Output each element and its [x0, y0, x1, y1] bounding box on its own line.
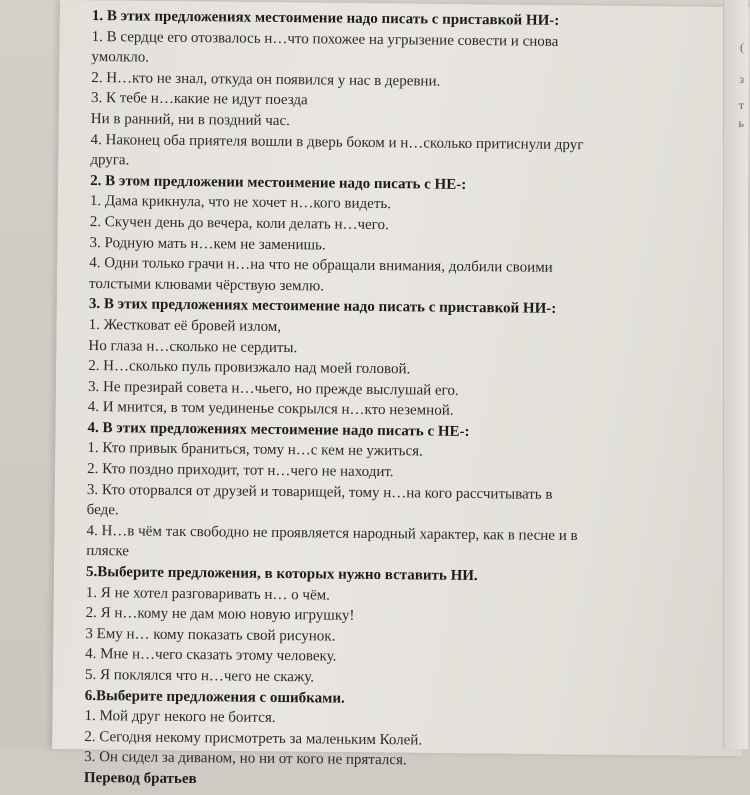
sentence-line: 1. Я не хотел разговаривать н… о чём.	[85, 584, 331, 604]
sentence-line: 1. Дама крикнула, что не хочет н…кого видеть.	[89, 193, 392, 213]
sentence-line: 2. Н…кто не знал, откуда он появился у нас в деревни.	[91, 69, 441, 90]
sentence-line: 3. Родную мать н…кем не заменишь.	[89, 234, 326, 253]
sentence-line: 4. Н…в чём так свободно не проявляется народный характер, как в песне и в	[86, 522, 578, 544]
sentence-line: толстыми клювами чёрствую землю.	[89, 275, 325, 295]
sentence-line: 3. Не презирай совета н…чьего, но прежде выслушай его.	[87, 378, 459, 399]
sentence-line: 2. Н…сколько пуль провизжало над моей головой.	[88, 358, 411, 378]
task-heading: 4. В этих предложениях местоимение надо писать с НЕ-:	[87, 419, 470, 440]
sentence-line: 4. И мнится, в том уединенье сокрылся н…кто неземной.	[87, 399, 454, 420]
sentence-line: 4. Мне н…чего сказать этому человеку.	[85, 646, 337, 666]
task-heading: 3. В этих предложениях местоимение надо писать с приставкой НИ-:	[88, 296, 557, 318]
sentence-line: 3. К тебе н…какие не идут поезда	[90, 90, 308, 109]
task-heading: 1. В этих предложениях местоимение надо писать с приставкой НИ-:	[91, 7, 560, 29]
sentence-line: умолкло.	[91, 49, 150, 66]
sentence-line: 5. Я поклялся что н…чего не скажу.	[84, 666, 315, 686]
sentence-line: Но глаза н…сколько не сердиты.	[88, 337, 298, 356]
sentence-line: 4. Наконец оба приятеля вошли в дверь боком и н…сколько притиснули друг	[90, 131, 584, 153]
sentence-line: 4. Одни только грачи н…на что не обращали внимания, долбили своими	[89, 255, 553, 276]
task-heading: 2. В этом предложении местоимение надо писать с НЕ-:	[90, 172, 467, 193]
sentence-line: 2. Сегодня некому присмотреть за маленьким Колей.	[84, 728, 423, 749]
sentence-line: друга.	[90, 152, 130, 169]
task-heading: 5.Выберите предложения, в которых нужно вставить НИ.	[85, 564, 478, 585]
side-mark: т	[738, 98, 744, 112]
task-heading: 6.Выберите предложения с ошибками.	[84, 687, 345, 707]
sentence-line: беде.	[86, 502, 119, 519]
sentence-line: 2. Кто поздно приходит, тот н…чего не находит.	[87, 461, 394, 481]
adjacent-page-edge	[723, 0, 748, 749]
sentence-line: 1. В сердце его отозвалось н…что похожее на угрызение совести и снова	[91, 28, 559, 50]
sentence-line: Ни в ранний, ни в поздний час.	[90, 110, 290, 130]
side-mark: ь	[738, 116, 744, 130]
sentence-line: 1. Кто привык браниться, тому н…с кем не ужиться.	[87, 440, 423, 460]
sentence-line: пляске	[86, 543, 130, 560]
side-mark: (	[740, 40, 744, 54]
side-mark: з	[739, 72, 744, 86]
sentence-line: 3. Кто оторвался от друзей и товарищей, тому н…на кого рассчитывать в	[86, 481, 553, 503]
sentence-line: 3. Он сидел за диваном, но ни от кого не прятался.	[84, 749, 407, 769]
sentence-line: 3 Ему н… кому показать свой рисунок.	[85, 625, 336, 645]
sentence-line: 1. Жестковат её бровей излом,	[88, 316, 282, 335]
task-heading: Перевод братьев	[83, 769, 197, 788]
worksheet-text	[84, 6, 692, 795]
sentence-line: 2. Я н…кому не дам мою новую игрушку!	[85, 605, 355, 625]
sentence-line: 1. Мой друг некого не боится.	[84, 708, 276, 727]
sentence-line: 2. Скучен день до вечера, коли делать н…чего.	[89, 213, 389, 234]
